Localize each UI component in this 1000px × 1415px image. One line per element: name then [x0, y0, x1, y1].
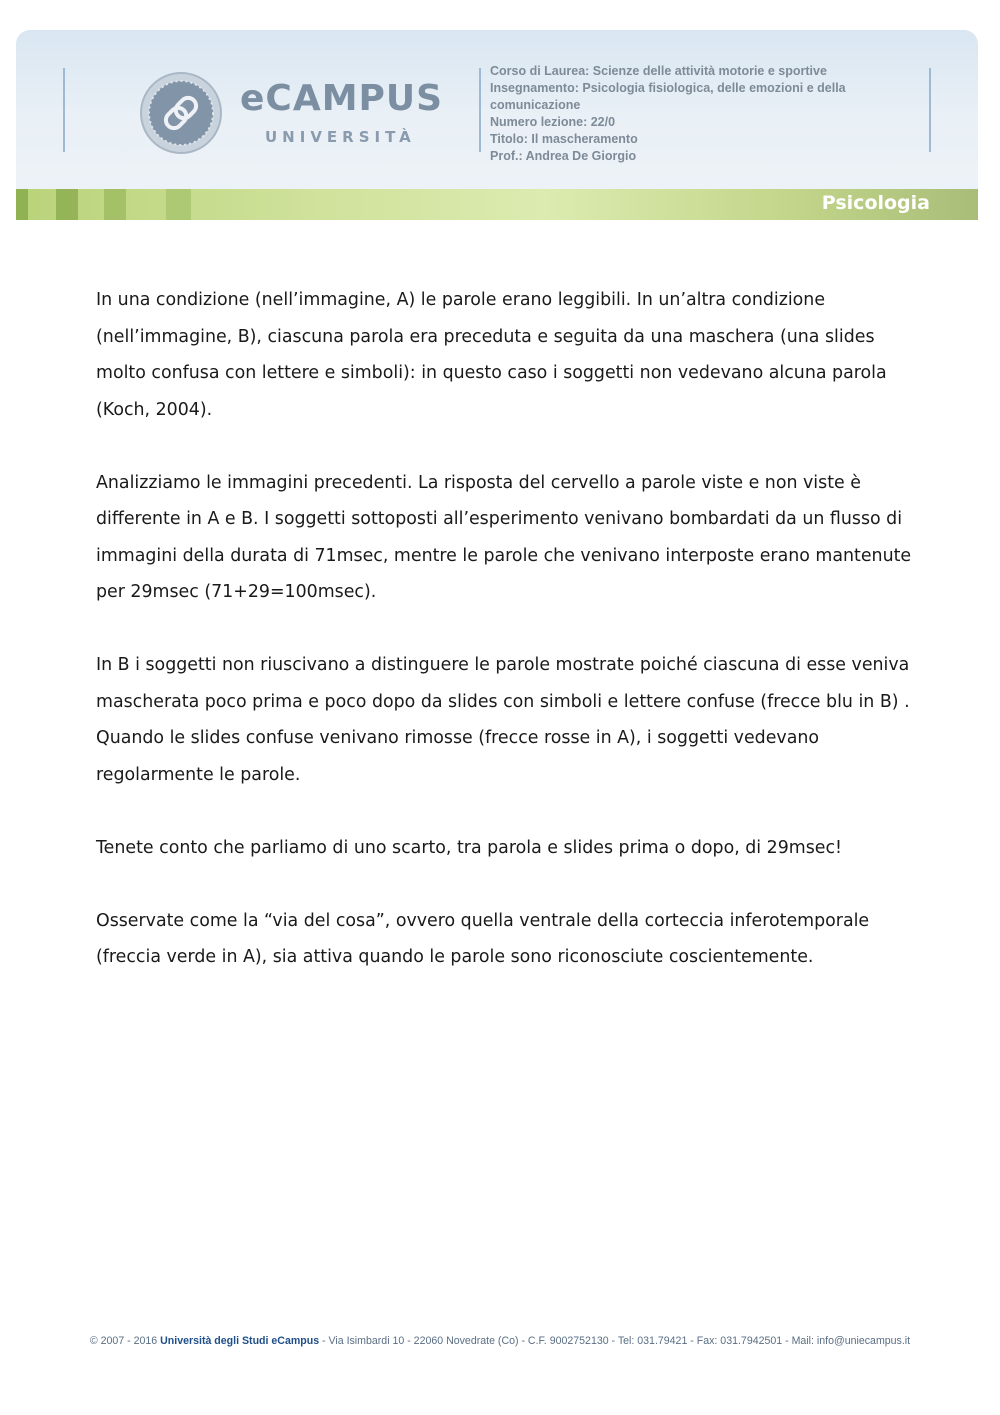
logo-subtitle: UNIVERSITÀ	[265, 128, 416, 146]
header-divider-middle	[479, 68, 481, 152]
logo-brand: eCAMPUS	[240, 78, 444, 119]
footer-details: - Via Isimbardi 10 - 22060 Novedrate (Co) - C.F. 9002752130 - Tel: 031.79421 - Fax: 031.7942501 - Mail: info@uniecampus.it	[319, 1335, 911, 1347]
course-info-line: Numero lezione: 22/0	[490, 115, 616, 129]
page-footer	[0, 1335, 1000, 1347]
course-info-line: Corso di Laurea: Scienze delle attività motorie e sportive	[490, 64, 827, 78]
header-divider-right	[929, 68, 931, 152]
course-info-line: comunicazione	[490, 98, 581, 112]
section-label: Psicologia	[821, 192, 930, 214]
body-paragraph: Tenete conto che parliamo di uno scarto, tra parola e slides prima o dopo, di 29msec!	[96, 837, 843, 858]
ecampus-logo	[136, 68, 444, 158]
body-paragraph: In B i soggetti non riuscivano a distinguere le parole mostrate poiché ciascuna di esse veniva mascherata poco prima e poco dopo da slides con simboli e lettere confuse (frecce blu in B) . Quando le slides confuse venivano rimosse (frecce rosse in A), i soggetti vedevano regolarmente le parole.	[96, 655, 910, 785]
body-paragraph: Osservate come la “via del cosa”, ovvero quella ventrale della corteccia inferotemporale (freccia verde in A), sia attiva quando le parole sono riconosciute coscientemente.	[96, 910, 870, 967]
page-header	[16, 30, 978, 220]
footer-copyright: © 2007 - 2016	[89, 1335, 161, 1347]
section-band	[16, 189, 978, 220]
body-paragraph: In una condizione (nell’immagine, A) le parole erano leggibili. In un’altra condizione (nell’immagine, B), ciascuna parola era preceduta e seguita da una maschera (una slides molto confusa con lettere e simboli): in questo caso i soggetti non vedevano alcuna parola (Koch, 2004).	[96, 290, 887, 420]
course-info-line: Titolo: Il mascheramento	[490, 132, 638, 146]
header-divider-left	[63, 68, 65, 152]
course-info	[490, 63, 870, 165]
body-paragraph: Analizziamo le immagini precedenti. La risposta del cervello a parole viste e non viste è differente in A e B. I soggetti sottoposti all’esperimento venivano bombardati da un flusso di immagini della durata di 71msec, mentre le parole che venivano interposte erano mantenute per 29msec (71+29=100msec).	[96, 472, 912, 602]
course-info-line: Insegnamento: Psicologia fisiologica, delle emozioni e della	[490, 81, 846, 95]
ecampus-emblem-icon	[136, 68, 226, 158]
course-info-line: Prof.: Andrea De Giorgio	[490, 149, 637, 163]
footer-institution: Università degli Studi eCampus	[160, 1335, 320, 1347]
lesson-body	[96, 282, 916, 1012]
